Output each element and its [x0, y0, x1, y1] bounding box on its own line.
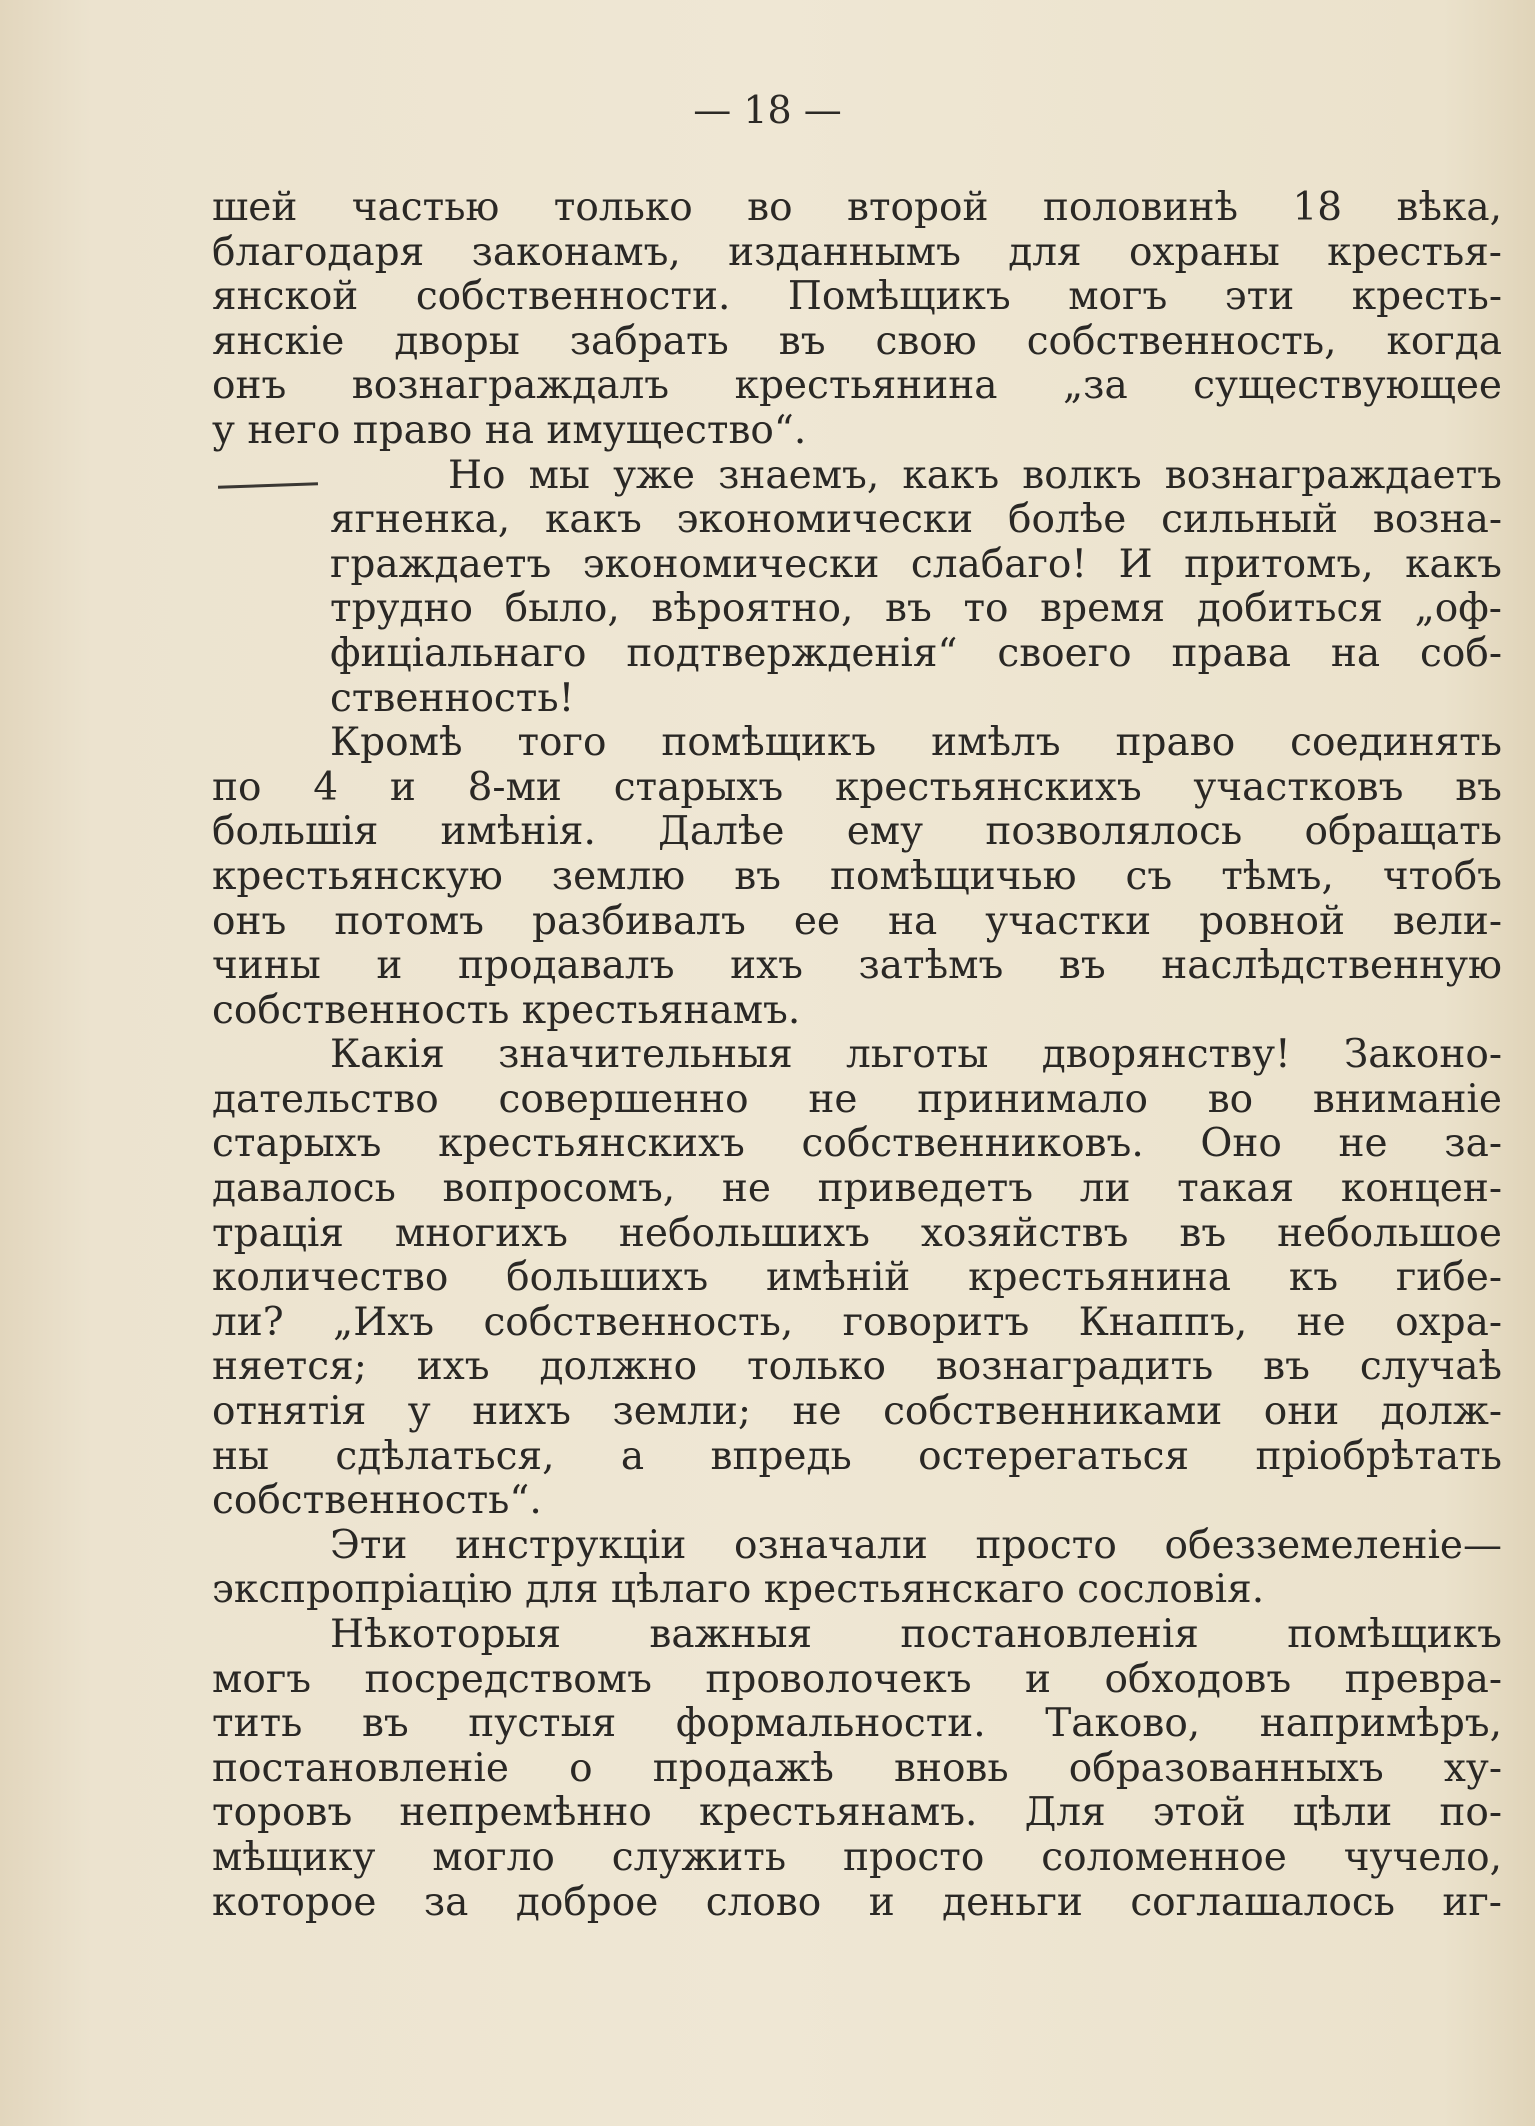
text-line: торовъ непремѣнно крестьянамъ. Для этой цѣли по-: [212, 1790, 1502, 1836]
text-line: шей частью только во второй половинѣ 18 вѣка,: [212, 185, 1502, 230]
text-line: няется; ихъ должно только вознаградить въ случаѣ: [212, 1344, 1502, 1390]
text-line: мѣщику могло служить просто соломенное чучело,: [212, 1834, 1502, 1880]
page-number: — 18 —: [693, 88, 842, 132]
text-line: ли? „Ихъ собственность, говоритъ Кнаппъ, не охра-: [212, 1299, 1502, 1345]
paragraph-5: [212, 1524, 1502, 1613]
text-line: тить въ пустыя формальности. Таково, напримѣръ,: [212, 1701, 1502, 1747]
text-line: трація многихъ небольшихъ хозяйствъ въ небольшое: [212, 1210, 1502, 1256]
text-line: ны сдѣлаться, а впредь остерегаться пріобрѣтать: [212, 1433, 1502, 1479]
text-line: благодаря законамъ, изданнымъ для охраны крестья-: [212, 229, 1502, 275]
text-line: постановленіе о продажѣ вновь образованныхъ ху-: [212, 1745, 1502, 1791]
text-line: которое за доброе слово и деньги соглашалось иг-: [212, 1879, 1502, 1925]
paragraph-1: [212, 186, 1502, 454]
paragraph-6: [212, 1613, 1502, 1925]
text-line: экспропріацію для цѣлаго крестьянскаго сословія.: [212, 1567, 1265, 1613]
text-line: большія имѣнія. Далѣе ему позволялось обращать: [212, 809, 1502, 855]
paragraph-2: [212, 454, 1502, 722]
text-line: онъ вознаграждалъ крестьянина „за существующее: [212, 363, 1502, 409]
text-line: дательство совершенно не принимало во вниманіе: [212, 1076, 1502, 1122]
text-line: янской собственности. Помѣщикъ могъ эти кресть-: [212, 274, 1502, 320]
text-line: собственность“.: [212, 1478, 542, 1524]
text-line: онъ потомъ разбивалъ ее на участки ровной вели-: [212, 898, 1502, 944]
text-line: Эти инструкціи означали просто обезземеленіе—: [330, 1522, 1502, 1568]
text-line: собственность крестьянамъ.: [212, 987, 801, 1033]
text-line: Какія значительныя льготы дворянству! Законо-: [330, 1032, 1502, 1078]
text-line: отнятія у нихъ земли; не собственниками они долж-: [212, 1389, 1502, 1435]
text-line: граждаетъ экономически слабаго! И притомъ, какъ: [330, 541, 1502, 587]
text-line: количество большихъ имѣній крестьянина къ гибе-: [212, 1255, 1502, 1301]
text-line: трудно было, вѣроятно, въ то время добиться „оф-: [330, 586, 1502, 632]
text-line: по 4 и 8-ми старыхъ крестьянскихъ участковъ въ: [212, 764, 1502, 810]
paragraph-4: [212, 1033, 1502, 1524]
text-line: могъ посредствомъ проволочекъ и обходовъ превра-: [212, 1656, 1502, 1702]
text-line: ственность!: [330, 675, 575, 721]
text-line: янскіе дворы забрать въ свою собственность, когда: [212, 318, 1502, 364]
text-line: у него право на имущество“.: [212, 407, 807, 453]
text-line: Нѣкоторыя важныя постановленія помѣщикъ: [330, 1612, 1502, 1657]
text-line: Но мы уже знаемъ, какъ волкъ вознаграждаетъ: [448, 452, 1502, 498]
text-line: старыхъ крестьянскихъ собственниковъ. Оно не за-: [212, 1121, 1502, 1167]
text-line: крестьянскую землю въ помѣщичью съ тѣмъ, чтобъ: [212, 853, 1502, 899]
text-line: ягненка, какъ экономически болѣе сильный возна-: [330, 497, 1502, 543]
paragraph-3: [212, 721, 1502, 1033]
body-text: [212, 186, 1502, 1925]
text-line: давалось вопросомъ, не приведетъ ли такая концен-: [212, 1166, 1502, 1212]
text-line: Кромѣ того помѣщикъ имѣлъ право соединять: [330, 720, 1502, 766]
text-line: фиціальнаго подтвержденія“ своего права на соб-: [330, 630, 1502, 676]
text-line: чины и продавалъ ихъ затѣмъ въ наслѣдственную: [212, 943, 1502, 989]
